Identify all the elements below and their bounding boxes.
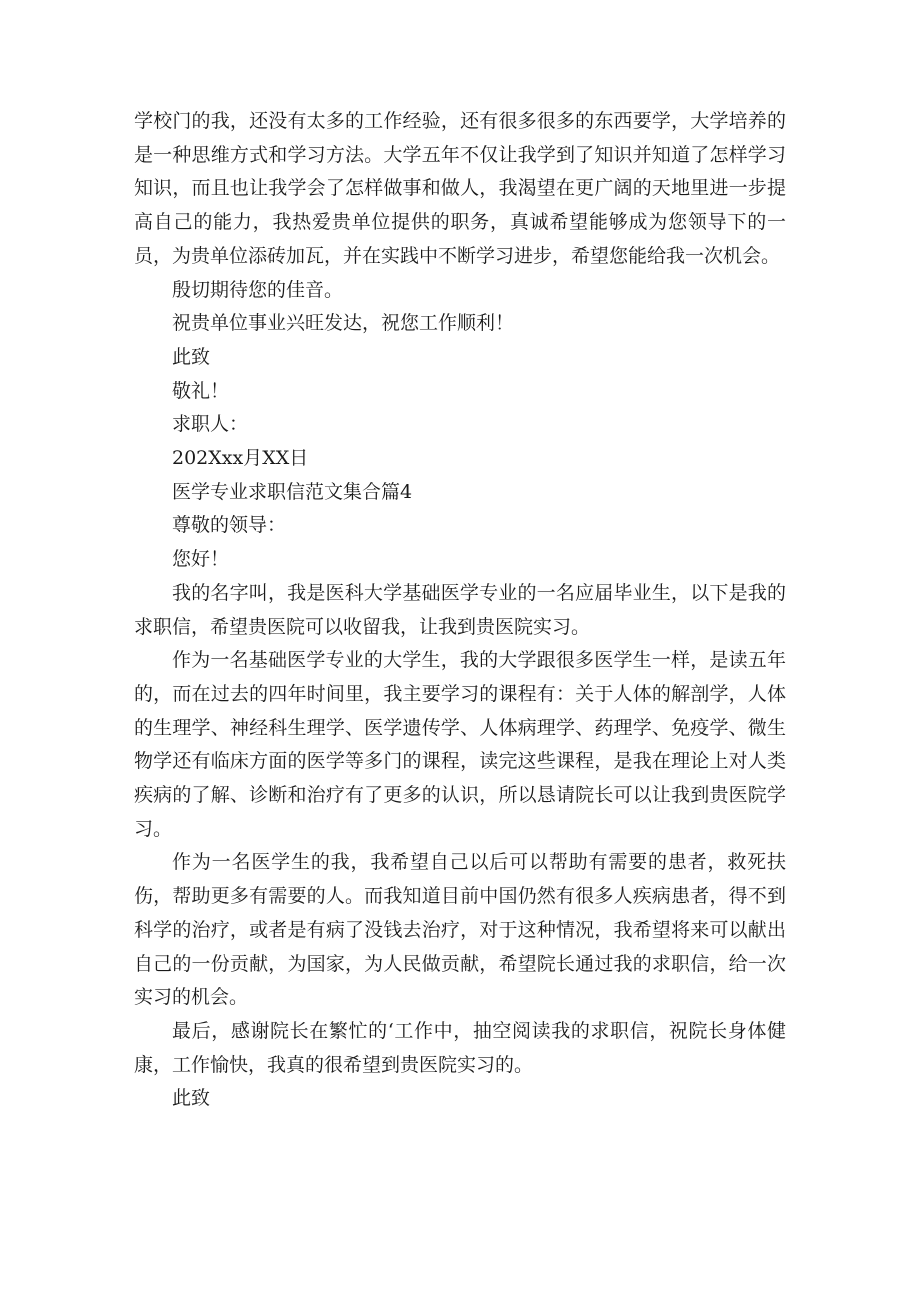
closing-cizhi-2: 此致	[172, 1087, 211, 1110]
greeting: 您好！	[172, 548, 230, 571]
paragraph-introduction: 我的名字叫，我是医科大学基础医学专业的一名应届毕业生，以下是我的求职信，希望贵医院可以收留我，让我到贵医院实习。	[134, 581, 786, 638]
closing-jingli: 敬礼！	[172, 379, 230, 402]
paragraph-awaiting-reply: 殷切期待您的佳音。	[172, 278, 344, 301]
signature-date: 202Xxx月XX日	[172, 447, 309, 470]
section-title: 医学专业求职信范文集合篇4	[172, 480, 413, 503]
paragraph-thanks: 最后，感谢院长在繁忙的‘工作中，抽空阅读我的求职信，祝院长身体健康，工作愉快，我真的很希望到贵医院实习的。	[134, 1019, 786, 1076]
paragraph-continuation: 学校门的我，还没有太多的工作经验，还有很多很多的东西要学，大学培养的是一种思维方式和学习方法。大学五年不仅让我学到了知识并知道了怎样学习知识，而且也让我学会了怎样做事和做人，我渴望在更广阔的天地里进一步提高自己的能力，我热爱贵单位提供的职务，真诚希望能够成为您领导下的一员，为贵单位添砖加瓦，并在实践中不断学习进步，希望您能给我一次机会。	[134, 110, 786, 267]
document-body	[134, 105, 786, 1116]
paragraph-wishes: 祝贵单位事业兴旺发达，祝您工作顺利！	[172, 312, 515, 335]
closing-cizhi: 此致	[172, 345, 211, 368]
paragraph-courses: 作为一名基础医学专业的大学生，我的大学跟很多医学生一样，是读五年的，而在过去的四年时间里，我主要学习的课程有：关于人体的解剖学，人体的生理学、神经科生理学、医学遗传学、人体病理学、药理学、免疫学、微生物学还有临床方面的医学等多门的课程，读完这些课程，是我在理论上对人类疾病的了解、诊断和治疗有了更多的认识，所以恳请院长可以让我到贵医院学习。	[134, 649, 786, 840]
signature-applicant: 求职人：	[172, 413, 249, 436]
salutation: 尊敬的领导：	[172, 514, 287, 537]
paragraph-aspiration: 作为一名医学生的我，我希望自己以后可以帮助有需要的患者，救死扶伤，帮助更多有需要的人。而我知道目前中国仍然有很多人疾病患者，得不到科学的治疗，或者是有病了没钱去治疗，对于这种情况，我希望将来可以献出自己的一份贡献，为国家，为人民做贡献，希望院长通过我的求职信，给一次实习的机会。	[134, 851, 786, 1009]
